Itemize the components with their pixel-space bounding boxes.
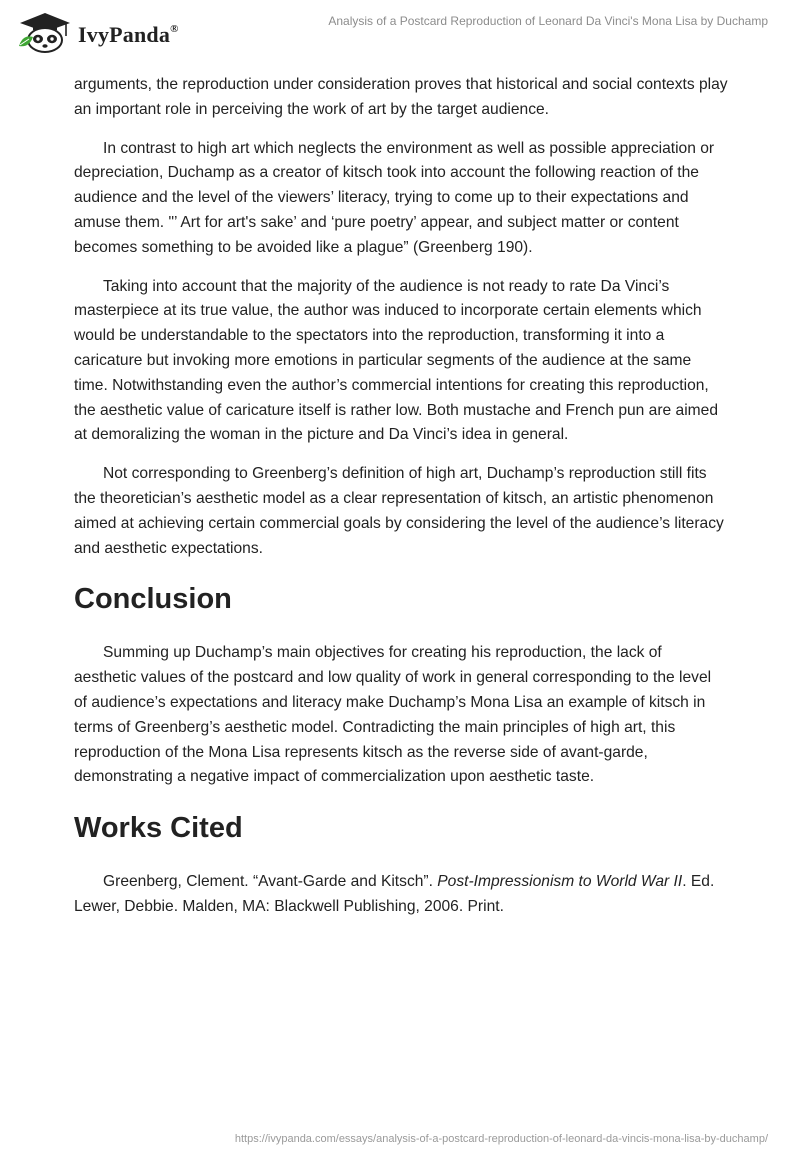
paragraph: arguments, the reproduction under consideration proves that historical and social contexts play an important role in perceiving the work of art by the target audience. <box>74 76 728 118</box>
source-url-link[interactable]: https://ivypanda.com/essays/analysis-of-a-postcard-reproduction-of-leonard-da-vincis-mona-lisa-by-duchamp/ <box>234 1133 768 1145</box>
paragraph: Taking into account that the majority of the audience is not ready to rate Da Vinci’s masterpiece at its true value, the author was induced to incorporate certain elements which would be understandable to the spectators into the reproduction, transforming it into a caricature but invoking more emotions in particular segments of the audience at the same time. Notwithstanding even the author’s commercial intentions for creating this reproduction, the aesthetic value of caricature itself is rather low. Both mustache and French pun are aimed at demoralizing the woman in the picture and Da Vinci’s idea in general. <box>74 277 719 444</box>
citation-author: Greenberg, Clement. “Avant-Garde and Kitsch”. <box>103 873 438 891</box>
ivypanda-logo[interactable] <box>16 10 216 54</box>
paragraph: In contrast to high art which neglects the environment as well as possible appreciation or depreciation, Duchamp as a creator of kitsch took into account the following reaction of the audience and the level of the viewers’ literacy, trying to come up to their expectations and amuse them. "’ Art for art's sake’ and ‘pure poetry’ appear, and subject matter or content becomes something to be avoided like a plague” (Greenberg 190). <box>74 139 715 256</box>
citation-entry <box>74 870 728 920</box>
works-cited-heading: Works Cited <box>74 812 243 845</box>
essay-body <box>74 73 728 934</box>
conclusion-paragraph: Summing up Duchamp’s main objectives for creating his reproduction, the lack of aesthetic values of the postcard and low quality of work in general corresponding to the level of audience’s expectations and literacy make Duchamp’s Mona Lisa an example of kitsch in terms of Greenberg’s aesthetic model. Contradicting the main principles of high art, this reproduction of the Mona Lisa represents kitsch as the reverse side of avant-garde, demonstrating a negative impact of commercialization upon aesthetic taste. <box>74 644 712 786</box>
citation-publisher: . Ed. Lewer, Debbie. Malden, MA: Blackwell Publishing, 2006. Print. <box>74 873 715 915</box>
running-title: Analysis of a Postcard Reproduction of Leonard Da Vinci's Mona Lisa by Duchamp <box>328 14 768 28</box>
citation-title: Post-Impressionism to World War II <box>437 873 683 891</box>
logo-wordmark: IvyPanda® <box>78 22 179 47</box>
paragraph: Not corresponding to Greenberg’s definition of high art, Duchamp’s reproduction still fits the theoretician’s aesthetic model as a clear representation of kitsch, an artistic phenomenon aimed at achieving certain commercial goals by considering the level of the audience’s literacy and aesthetic expectations. <box>74 465 724 557</box>
panda-graduate-icon <box>16 10 74 54</box>
conclusion-heading: Conclusion <box>74 583 232 616</box>
page-header <box>0 0 800 70</box>
